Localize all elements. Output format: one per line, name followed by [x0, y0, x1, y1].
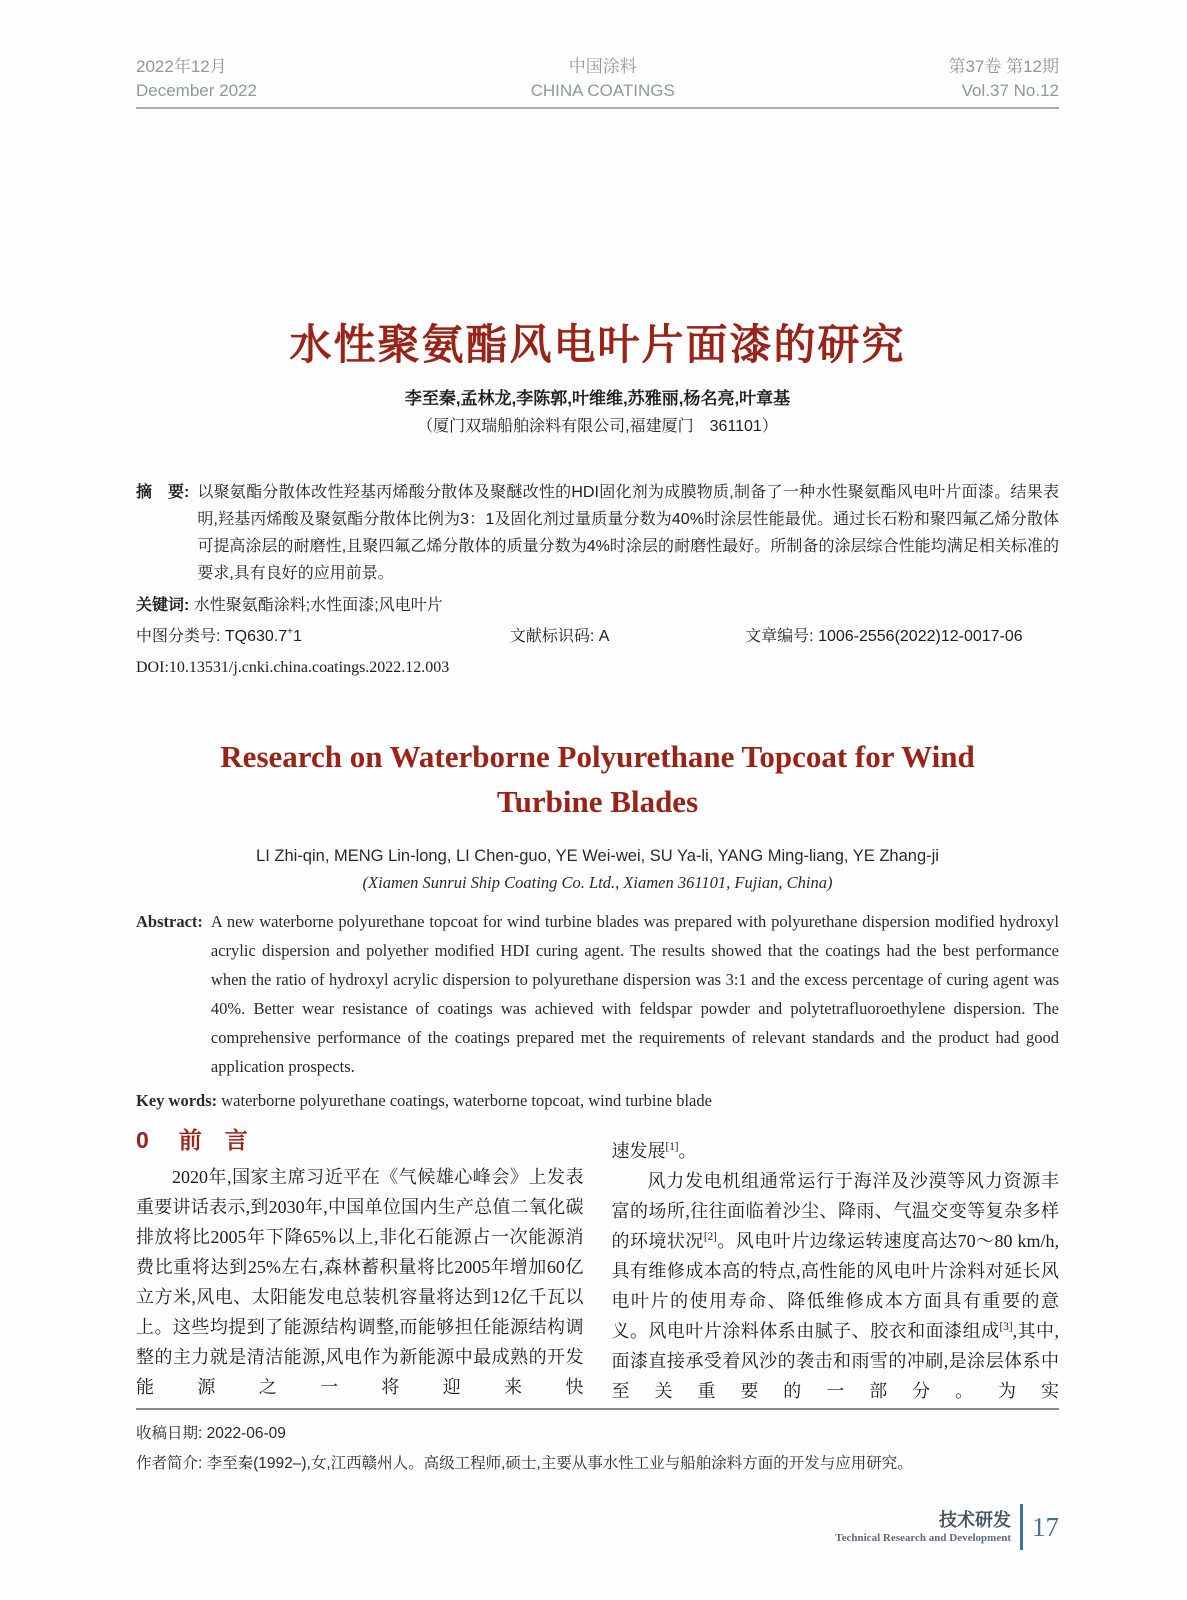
- paragraph-left: 2020年,国家主席习近平在《气候雄心峰会》上发表重要讲话表示,到2030年,中国单位国内生产总值二氧化碳排放将比2005年下降65%以上,非化石能源占一次能源消费比重将达到25%左右,森林蓄积量将比2005年增加60亿立方米,风电、太阳能发电总装机容量将达到12亿千瓦以上。这些均提到了能源结构调整,而能够担任能源结构调整的主力就是清洁能源,风电作为新能源中最成熟的开发能源之一将迎来快: [136, 1167, 584, 1397]
- article-title-cn: 水性聚氨酯风电叶片面漆的研究: [289, 321, 906, 368]
- header-date-cn: 2022年12月: [136, 57, 227, 76]
- article-title-en-line1: Research on Waterborne Polyurethane Topcoat for Wind: [220, 739, 975, 774]
- abstract-text-cn: 以聚氨酯分散体改性羟基丙烯酸分散体及聚醚改性的HDI固化剂为成膜物质,制备了一种水性聚氨酯风电叶片面漆。结果表明,羟基丙烯酸及聚氨酯分散体比例为3：1及固化剂过量质量分数为40%时涂层性能最优。通过长石粉和聚四氟乙烯分散体可提高涂层的耐磨性,且聚四氟乙烯分散体的质量分数为4%时涂层的耐磨性最好。所制备的涂层综合性能均满足相关标准的要求,具有良好的应用前景。: [197, 484, 1059, 582]
- article-meta-row: [136, 624, 1059, 650]
- author-bio: 作者简介: 李至秦(1992–),女,江西赣州人。高级工程师,硕士,主要从事水性工业与船舶涂料方面的开发与应用研究。: [136, 1455, 913, 1472]
- column-right: [612, 1124, 1060, 1406]
- column-left: [136, 1124, 584, 1406]
- document-code: 文献标识码: A: [509, 628, 610, 645]
- affiliation-cn: （厦门双瑞船舶涂料有限公司,福建厦门 361101）: [417, 418, 778, 435]
- authors-cn: 李至秦,孟林龙,李陈郭,叶维维,苏雅丽,杨名亮,叶章基: [404, 389, 791, 408]
- header-date: [136, 55, 257, 103]
- keywords-label-cn: 关键词:: [136, 597, 190, 614]
- header-issue: [948, 55, 1059, 103]
- received-date: 收稿日期: 2022-06-09: [136, 1425, 286, 1442]
- doi: DOI:10.13531/j.cnki.china.coatings.2022.12.003: [136, 659, 450, 676]
- keywords-text-cn: 水性聚氨酯涂料;水性面漆;风电叶片: [193, 597, 443, 614]
- header-issue-en: Vol.37 No.12: [961, 81, 1059, 100]
- header-date-en: December 2022: [136, 81, 257, 100]
- header-journal-name: [531, 55, 675, 103]
- keywords-text-en: waterborne polyurethane coatings, waterborne topcoat, wind turbine blade: [221, 1091, 712, 1110]
- journal-header: [136, 55, 1059, 109]
- clc-superscript: +: [287, 626, 293, 638]
- clc-number: 中图分类号: TQ630.7+1: [136, 626, 302, 645]
- affiliation-en: (Xiamen Sunrui Ship Coating Co. Ltd., Xiamen 361101, Fujian, China): [362, 873, 833, 892]
- article-title-en-line2: Turbine Blades: [496, 784, 699, 819]
- abstract-label-cn: 摘 要:: [136, 484, 190, 501]
- footer-section-en: Technical Research and Development: [835, 1532, 1011, 1544]
- footnote-block: [136, 1408, 1059, 1479]
- footer-section-cn: 技术研发: [939, 1510, 1011, 1530]
- footer-section-labels: [835, 1509, 1020, 1545]
- abstract-en: [136, 907, 1059, 1081]
- abstract-text-en: A new waterborne polyurethane topcoat for wind turbine blades was prepared with polyurethane dispersion modified hydroxyl acrylic dispersion and polyether modified HDI curing agent. The results showed that the coatings had the best performance when the ratio of hydroxyl acrylic dispersion to polyurethane dispersion was 3:1 and the excess percentage of curing agent was 40%. Better wear resistance of coatings was achieved with feldspar powder and polytetrafluoroethylene dispersion. The comprehensive performance of the coatings prepared met the requirements of relevant standards and the product had good application prospects.: [210, 912, 1059, 1076]
- keywords-en: [136, 1088, 1059, 1114]
- body-columns: [136, 1124, 1059, 1406]
- header-issue-cn: 第37卷 第12期: [948, 57, 1059, 76]
- paragraph-right-1: 速发展[1]。: [611, 1141, 697, 1161]
- section-heading: [136, 1124, 584, 1156]
- abstract-label-en: Abstract:: [136, 912, 203, 931]
- section-number: 0: [136, 1127, 149, 1153]
- paragraph-right-2: 风力发电机组通常运行于海洋及沙漠等风力资源丰富的场所,往往面临着沙尘、降雨、气温交变等复杂多样的环境状况[2]。风电叶片边缘运转速度高达70～80 km/h,具有维修成本高的特点,高性能的风电叶片涂料对延长风电叶片的使用寿命、降低维修成本方面具有重要的意义。风电叶片涂料体系由腻子、胶衣和面漆组成[3],其中,面漆直接承受着风沙的袭击和雨雪的冲刷,是涂层体系中至关重要的一部分。为实: [611, 1171, 1059, 1401]
- abstract-cn: [136, 479, 1059, 587]
- page-number: 17: [1032, 1512, 1059, 1542]
- article-number: 文章编号: 1006-2556(2022)12-0017-06: [745, 628, 1023, 645]
- section-title: 前 言: [178, 1127, 248, 1153]
- header-journal-cn: 中国涂料: [568, 57, 637, 76]
- article-title-en: [136, 734, 1059, 824]
- authors-en: LI Zhi-qin, MENG Lin-long, LI Chen-guo, YE Wei-wei, SU Ya-li, YANG Ming-liang, YE Zhang-ji: [256, 847, 939, 865]
- page-footer: [835, 1504, 1059, 1550]
- keywords-label-en: Key words:: [136, 1091, 218, 1110]
- header-journal-en: CHINA COATINGS: [530, 81, 675, 100]
- keywords-cn: [136, 592, 1059, 619]
